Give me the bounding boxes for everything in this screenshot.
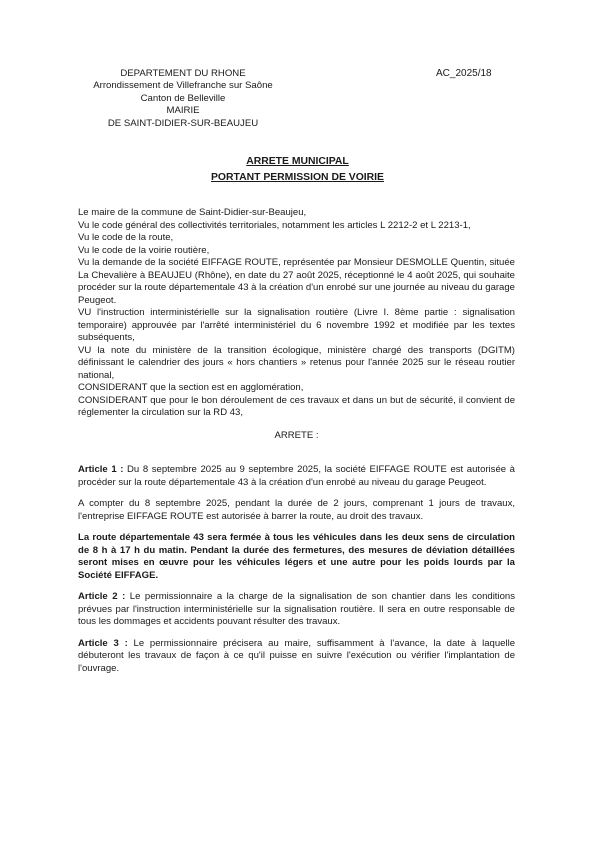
article-1 [78, 464, 515, 489]
preamble-line: CONSIDERANT que la section est en agglomération, [78, 382, 304, 393]
closure-bold-paragraph: La route départementale 43 sera fermée à tous les véhicules dans les deux sens de circulation de 8 h à 17 h du matin. Pendant la durée des fermetures, des mesures de déviation détaillées seront mises en œuvre pour les véhicules légers et une autre pour les poids lourds par la Société EIFFAGE. [78, 532, 515, 581]
preamble-line: VU la note du ministère de la transition écologique, ministère chargé des transports (DGITM) définissant le calendrier des jours « hors chantiers » retenus pour l'année 2025 sur le réseau routier national, [78, 344, 515, 381]
issuer-header [78, 68, 288, 130]
header-canton: Canton de Belleville [140, 92, 226, 104]
article-3-text: Le permissionnaire précisera au maire, suffisamment à l'avance, la date à laquelle débuteront les travaux de façon à ce qu'il puisse en suivre l'exécution ou vérifier l'implantation de l'ouvrage. [78, 637, 516, 674]
article-2-label: Article 2 : [78, 591, 126, 602]
preamble-line: Vu le code de la voirie routière, [78, 244, 210, 256]
document-subtitle: PORTANT PERMISSION DE VOIRIE [210, 172, 384, 183]
closure-paragraph: A compter du 8 septembre 2025, pendant la durée de 2 jours, comprenant 1 jours de travaux, l'entreprise EIFFAGE ROUTE est autorisée à barrer la route, au droit des travaux. [78, 498, 515, 522]
article-2 [78, 591, 515, 629]
document-body [78, 207, 515, 675]
document-title: ARRETE MUNICIPAL [246, 156, 349, 167]
header-arrondissement: Arrondissement de Villefranche sur Saône [93, 80, 273, 92]
header-department: DEPARTEMENT DU RHONE [120, 68, 246, 79]
article-2-text: Le permissionnaire a la charge de la signalisation de son chantier dans les conditions prévues par l'instruction interministérielle sur la signalisation routière. Il sera en outre responsable de tous les dommages et accidents pouvant résulter des travaux. [78, 591, 515, 627]
article-3 [78, 638, 515, 676]
document-reference: AC_2025/18 [436, 68, 492, 79]
preamble-line: Vu le code de la route, [78, 232, 174, 243]
header-commune: DE SAINT-DIDIER-SUR-BEAUJEU [107, 117, 259, 129]
article-3-label: Article 3 : [78, 637, 128, 649]
preamble-line: Vu le code général des collectivités territoriales, notamment les articles L 2212-2 et L 2213-1, [78, 219, 471, 231]
article-1-text: Du 8 septembre 2025 au 9 septembre 2025, la société EIFFAGE ROUTE est autorisée à procéder sur la route départementale 43 à la création d'un enrobé au niveau du garage Peugeot. [78, 464, 515, 488]
preamble-line: Vu la demande de la société EIFFAGE ROUTE, représentée par Monsieur DESMOLLE Quentin, située La Chevalière à BEAUJEU (Rhône), en date du 27 août 2025, réceptionné le 4 août 2025, qui souhaite procéder sur la route départementale 43 à la création d'un enrobé sur une journée au niveau du garage Peugeot. [78, 257, 515, 306]
preamble-line: CONSIDERANT que pour le bon déroulement de ces travaux et dans un but de sécurité, il convient de réglementer la circulation sur la RD 43, [78, 394, 515, 418]
preamble-line: VU l'instruction interministérielle sur la signalisation routière (Livre I. 8ème partie : signalisation temporaire) approuvée par l'arrêté interministériel du 6 novembre 1992 et modifiée par les textes subséquents, [78, 307, 515, 343]
arrete-heading: ARRETE : [274, 429, 319, 441]
article-1-label: Article 1 : [78, 464, 124, 475]
header-mairie: MAIRIE [166, 105, 200, 117]
preamble-line: Le maire de la commune de Saint-Didier-sur-Beaujeu, [78, 207, 307, 218]
